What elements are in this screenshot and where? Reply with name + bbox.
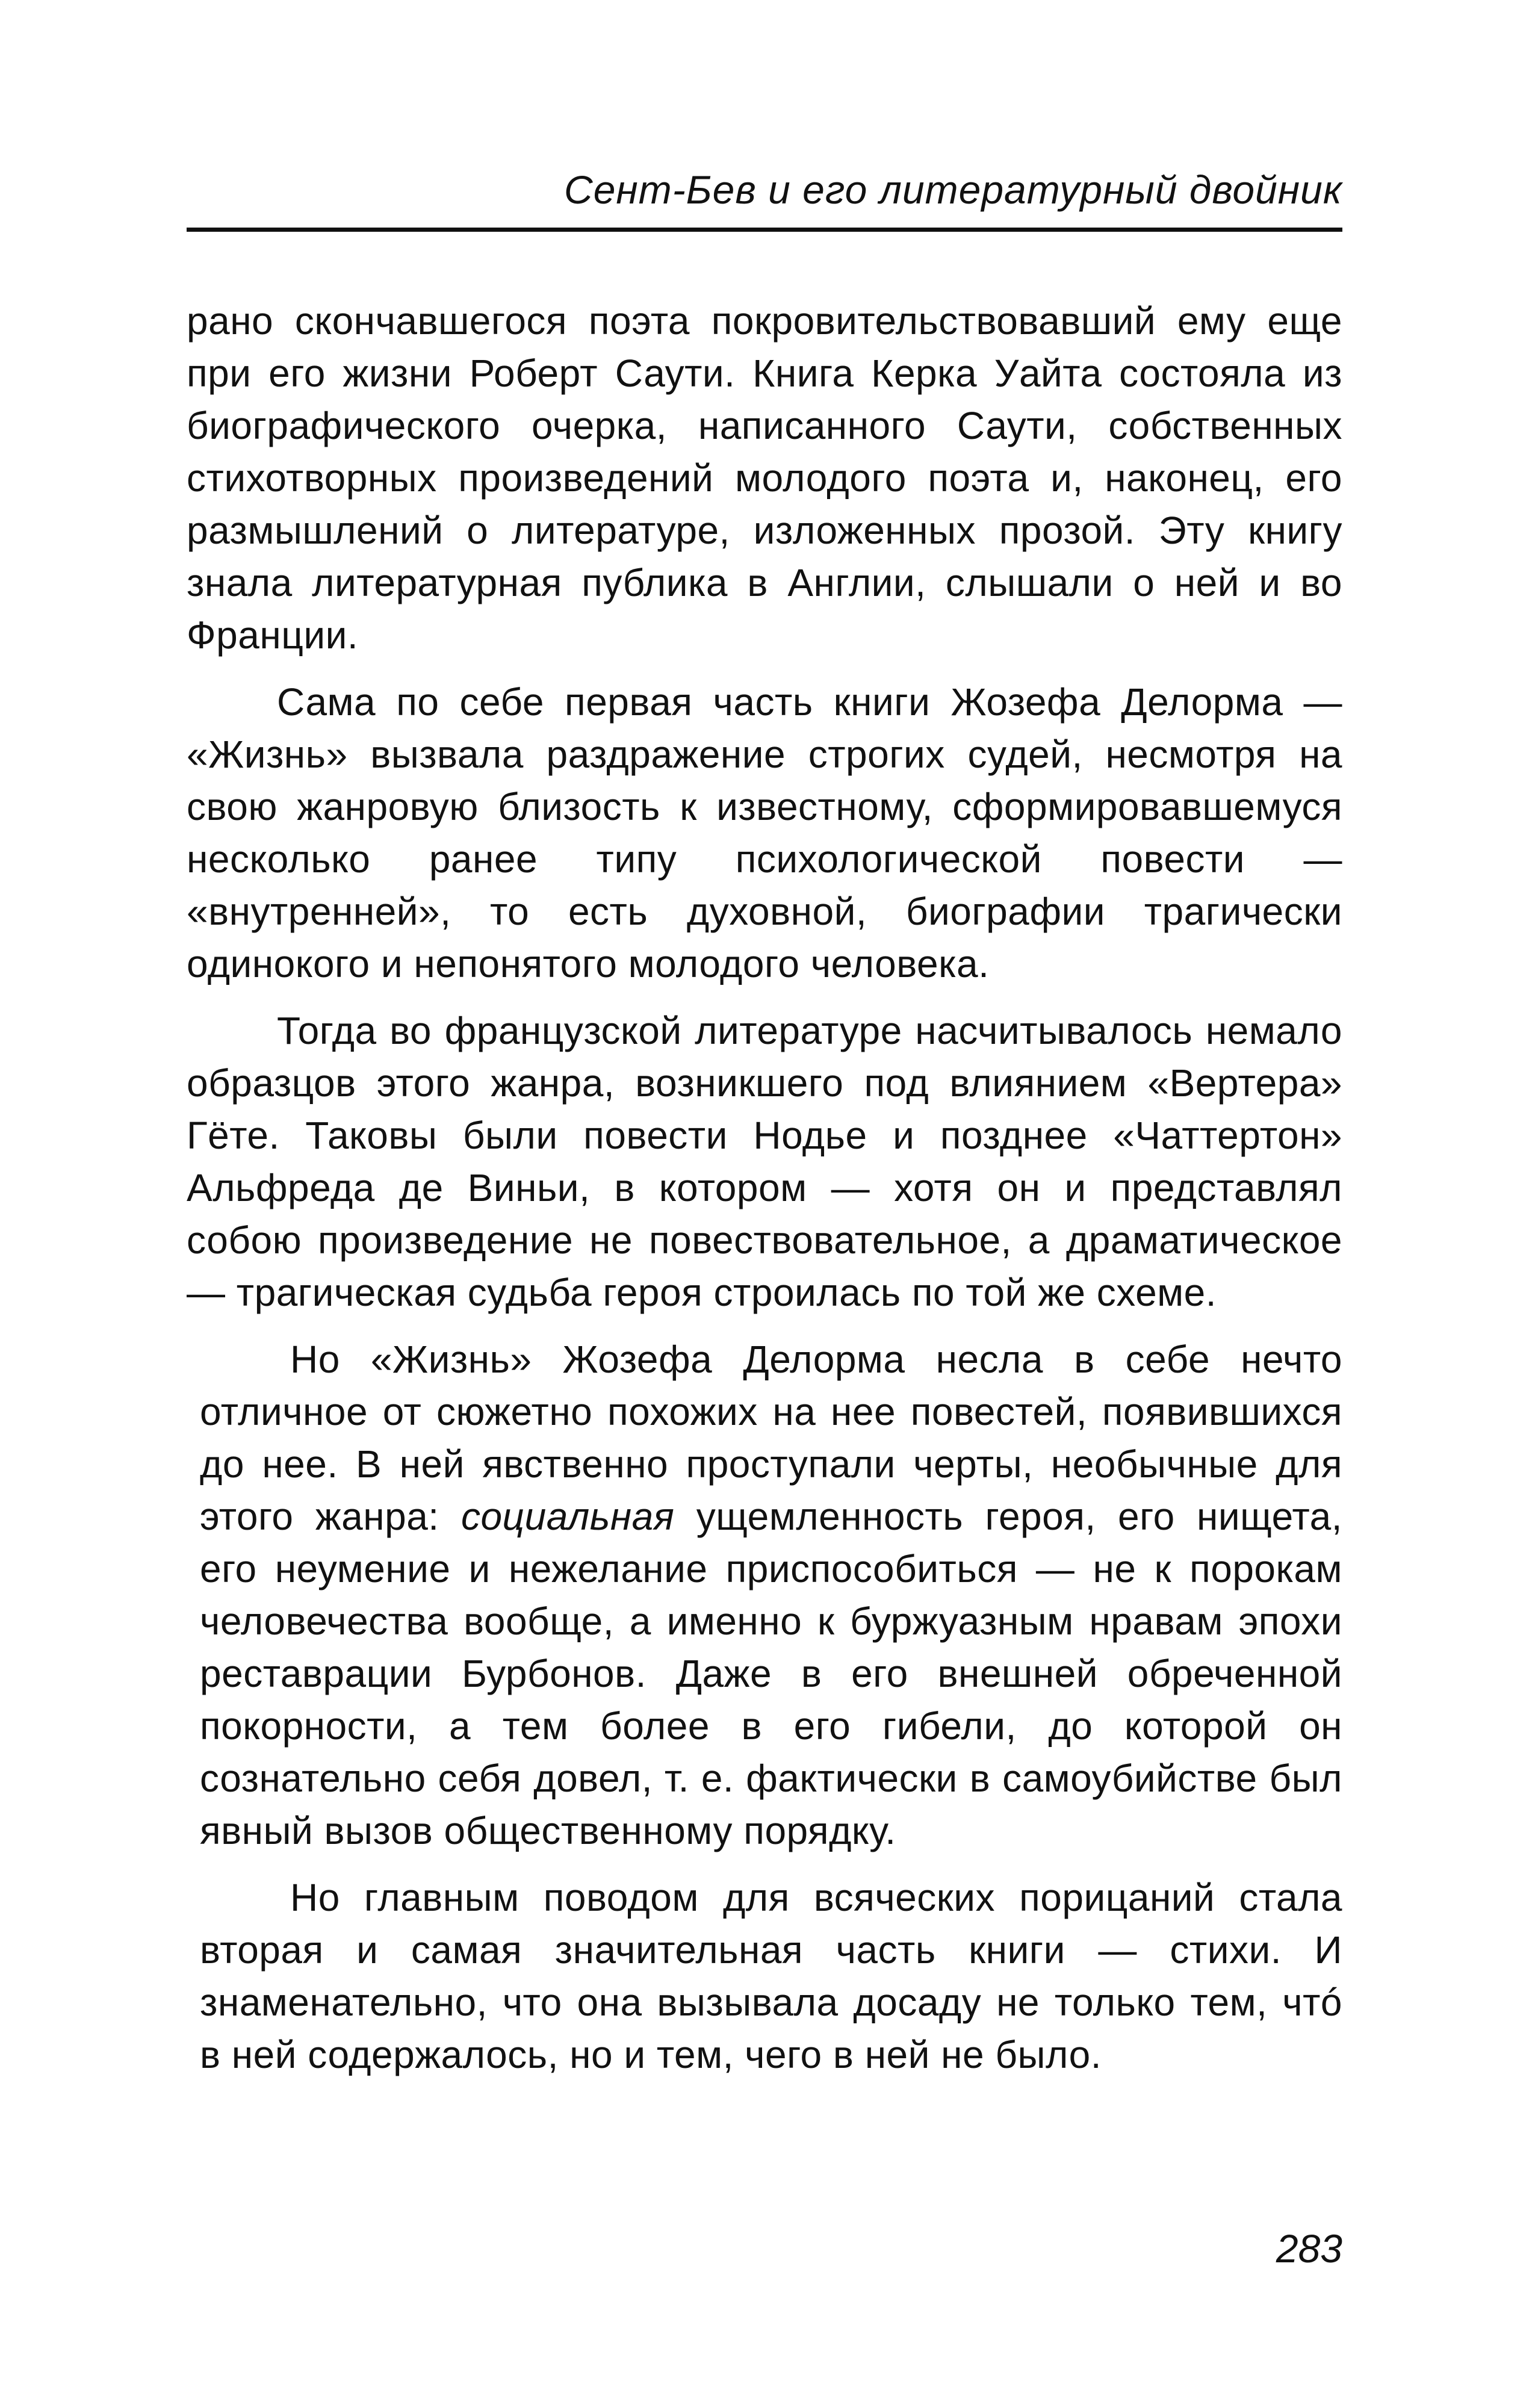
paragraph-5: Но главным поводом для всяческих порицаний стала вторая и самая значительная часть книги — стихи. И знаменательно, что она вызывала досаду не только тем, чтó в ней содержалось, но и тем, чего в ней не было. [200,1876,1342,2076]
paragraph-3: Тогда во французской литературе насчитывалось немало образцов этого жанра, возникшего под влиянием «Вертера» Гёте. Таковы были повести Нодье и позднее «Чаттертон» Альфреда де Виньи, в котором — хотя он и представлял собою произведение не повествовательное, а драматическое — трагическая судьба героя строилась по той же схеме. [187,1009,1342,1314]
header-rule [187,228,1342,232]
page-number: 283 [1276,2226,1342,2271]
paragraph-4-start: Но «Жизнь» Жозефа Делорма несла в себе нечто отличное от сюжетно похожих на нее повестей, появившихся до нее. В ней явственно проступали черты, необычные для этого жанра: [200,1338,1342,1538]
paragraph-1: рано скончавшегося поэта покровительствовавший ему еще при его жизни Роберт Саути. Книга Керка Уайта состояла из биографического очерка, написанного Саути, собственных стихотворных произведений молодого поэта и, наконец, его размышлений о литературе, изложенных прозой. Эту книгу знала литературная публика в Англии, слышали о ней и во Франции. [187,299,1342,657]
emphasized-word: социальная [460,1495,675,1538]
paragraph-2: Сама по себе первая часть книги Жозефа Делорма — «Жизнь» вызвала раздражение строгих судей, несмотря на свою жанровую близость к известному, сформировавшемуся несколько ранее типу психологической повести — «внутренней», то есть духовной, биографии трагически одинокого и непонятого молодого человека. [187,680,1342,985]
running-head: Сент-Бев и его литературный двойник [564,167,1342,212]
paragraph-4-end: ущемленность героя, его нищета, его неумение и нежелание приспособиться — не к порокам человечества вообще, а именно к буржуазным нравам эпохи реставрации Бурбонов. Даже в его внешней обреченной покорности, а тем более в его гибели, до которой он сознательно себя довел, т. е. фактически в самоубийстве был явный вызов общественному порядку. [200,1495,1342,1852]
body-text [187,295,1342,2096]
paragraph-4 [200,1333,1342,1857]
